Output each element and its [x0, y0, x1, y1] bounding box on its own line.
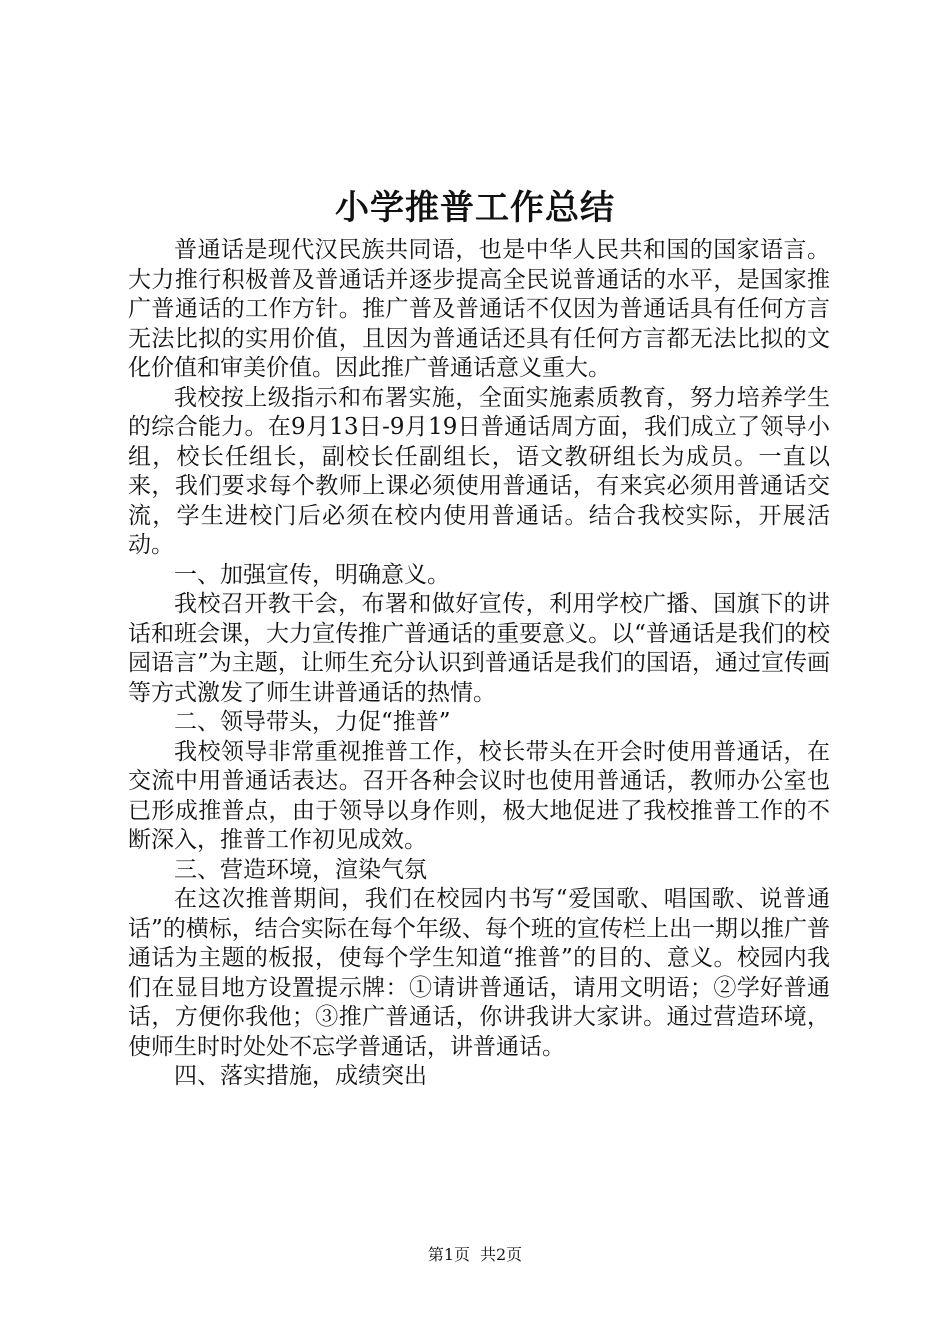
section-heading-4: 四、落实措施，成绩突出 — [174, 1063, 427, 1089]
paragraph-intro: 普通话是现代汉民族共同语，也是中华人民共和国的国家语言。大力推行积极普及普通话并逐步提高全民说普通话的水平，是国家推广普通话的工作方针。推广普及普通话不仅因为普通话具有任何方言无法比拟的实用价值，且因为普通话还具有任何方言都无法比拟的文化价值和审美价值。因此推广普通话意义重大。 — [128, 237, 830, 381]
section-heading-1: 一、加强宣传，明确意义。 — [174, 561, 450, 588]
section-heading-2: 二、领导带头，力促“推普” — [174, 709, 451, 735]
document-body — [128, 236, 830, 1092]
document-title: 小学推普工作总结 — [335, 188, 615, 228]
page-number-current: 第1页 — [427, 1245, 470, 1264]
section-heading-3: 三、营造环境，渲染气氛 — [174, 856, 427, 883]
paragraph-section-2: 我校领导非常重视推普工作，校长带头在开会时使用普通话，在交流中用普通话表达。召开各种会议时也使用普通话，教师办公室也已形成推普点，由于领导以身作则，极大地促进了我校推普工作的不断深入，推普工作初见成效。 — [128, 738, 830, 853]
paragraph-section-3: 在这次推普期间，我们在校园内书写“爱国歌、唱国歌、说普通话”的横标，结合实际在每个年级、每个班的宣传栏上出一期以推广普通话为主题的板报，使每个学生知道“推普”的目的、意义。校园内我们在显目地方设置提示牌：①请讲普通话，请用文明语；②学好普通话，方便你我他；③推广普通话，你讲我讲大家讲。通过营造环境，使师生时时处处不忘学普通话，讲普通话。 — [128, 886, 830, 1060]
page-number-total: 共2页 — [480, 1245, 523, 1264]
paragraph-section-1: 我校召开教干会，布署和做好宣传，利用学校广播、国旗下的讲话和班会课，大力宣传推广普通话的重要意义。以“普通话是我们的校园语言”为主题，让师生充分认识到普通话是我们的国语，通过宣传画等方式激发了师生讲普通话的热情。 — [128, 591, 830, 706]
page-footer — [0, 1244, 950, 1266]
paragraph-implementation: 我校按上级指示和布署实施，全面实施素质教育，努力培养学生的综合能力。在9月13日-9月19日普通话周方面，我们成立了领导小组，校长任组长，副校长任副组长，语文教研组长为成员。一直以来，我们要求每个教师上课必须使用普通话，有来宾必须用普通话交流，学生进校门后必须在校内使用普通话。结合我校实际，开展活动。 — [128, 384, 830, 558]
